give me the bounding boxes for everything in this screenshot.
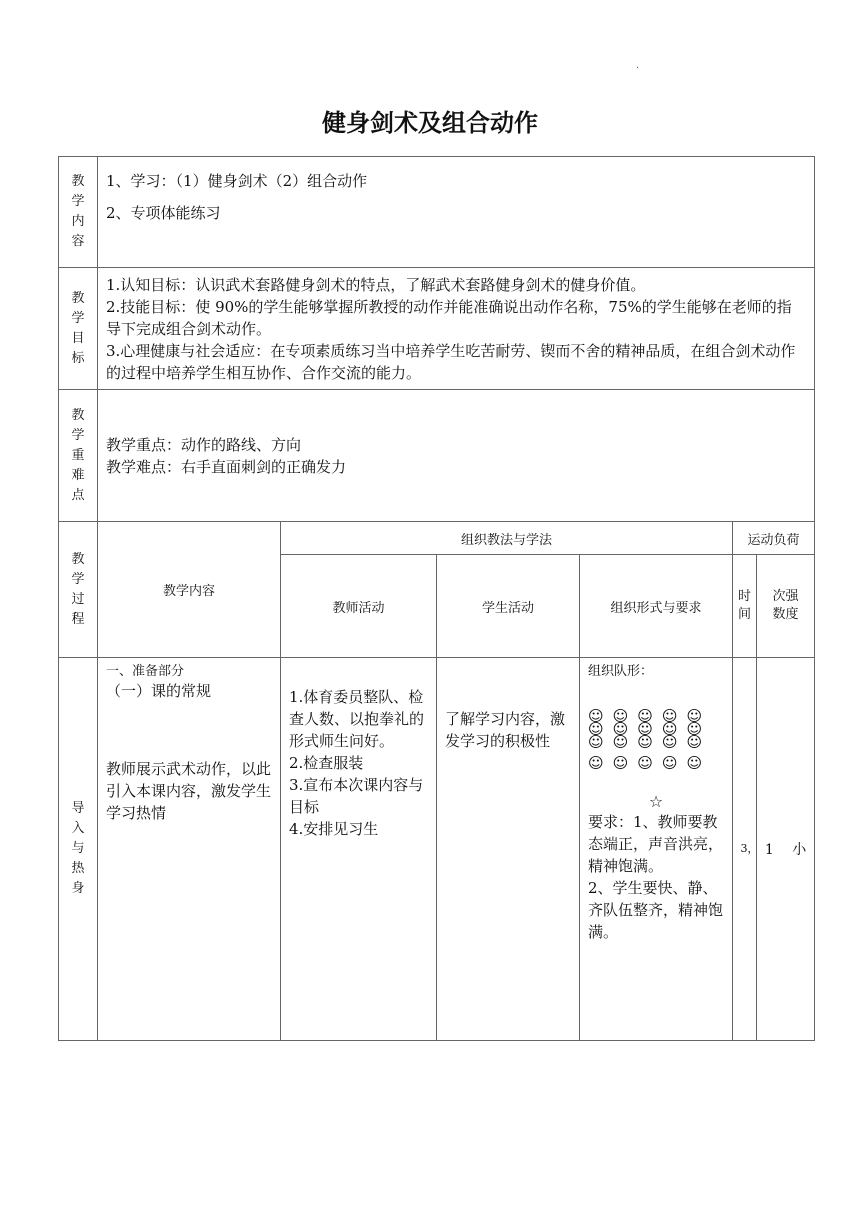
- time-header: 时 间: [733, 555, 757, 658]
- keypoint-line: 教学难点：右手直面刺剑的正确发力: [106, 457, 347, 476]
- goals-label: 教 学 目 标: [59, 268, 98, 390]
- formation-row: ☺☺☺☺☺: [588, 733, 712, 751]
- intensity-value: 小: [792, 842, 807, 858]
- goal-line: 1.认知目标：认识武术套路健身剑术的特点，了解武术套路健身剑术的健身价值。: [106, 275, 646, 294]
- keypoints-row: [59, 390, 815, 522]
- student-header: 学生活动: [437, 555, 580, 658]
- time-cell: 3，: [733, 658, 757, 1041]
- teacher-activity: [281, 658, 437, 1041]
- student-activity: [437, 658, 580, 1041]
- keypoints-label: 教 学 重 难 点: [59, 390, 98, 522]
- goals-cell: [98, 268, 815, 390]
- content-col-header: 教学内容: [98, 522, 281, 658]
- teacher-item: 2.检查服装: [289, 754, 364, 772]
- page-title: 健身剑术及组合动作: [322, 109, 538, 137]
- formation-title: 组织队形：: [588, 664, 654, 679]
- requirements: [580, 811, 732, 943]
- formation-row: ☺☺☺☺☺: [588, 707, 712, 725]
- keypoints-cell: [98, 390, 815, 522]
- process-label: 教 学 过 程: [59, 522, 98, 658]
- content-line: 2、专项体能练习: [106, 204, 221, 222]
- content-label: 教 学 内 容: [59, 157, 98, 268]
- teacher-star-icon: ☆: [648, 792, 664, 811]
- load-header: 运动负荷: [733, 522, 815, 555]
- count-value: 1: [764, 842, 774, 858]
- formation-row: ☺☺☺☺☺: [588, 720, 712, 738]
- form-header: 组织形式与要求: [580, 555, 733, 658]
- teacher-header: 教师活动: [281, 555, 437, 658]
- content-line: 1、学习：（1）健身剑术（2）组合动作: [106, 172, 368, 190]
- content-row: [59, 157, 815, 268]
- org-methods-header: 组织教法与学法: [281, 522, 733, 555]
- requirement-item: 要求：1、教师要教态端正，声音洪亮，精神饱满。: [588, 813, 724, 875]
- lesson-plan-table: [58, 156, 815, 1041]
- intensity-header: 次强 数度: [757, 555, 815, 658]
- form-cell: [580, 658, 733, 1041]
- part-title: 一、准备部分: [106, 664, 185, 679]
- process-header-row: [59, 522, 815, 555]
- goal-line: 2.技能目标：使 90%的学生能够掌握所教授的动作并能准确说出动作名称，75%的学生能够在老师的指导下完成组合剑术动作。: [106, 297, 792, 338]
- goal-line: 3.心理健康与社会适应：在专项素质练习当中培养学生吃苦耐劳、锲而不舍的精神品质，在组合剑术动作的过程中培养学生相互协作、合作交流的能力。: [106, 341, 796, 382]
- keypoint-line: 教学重点：动作的路线、方向: [106, 435, 302, 454]
- formation-grid: [580, 707, 732, 772]
- content-desc: 教师展示武术动作，以此引入本课内容，激发学生学习热情: [106, 760, 272, 822]
- goals-row: [59, 268, 815, 390]
- content-cell: [98, 157, 815, 268]
- student-item: 了解学习内容，激发学习的积极性: [445, 710, 566, 750]
- warmup-row: [59, 658, 815, 1041]
- teacher-item: 4.安排见习生: [289, 820, 379, 838]
- teacher-item: 3.宣布本次课内容与目标: [289, 776, 424, 816]
- page-marker: .: [636, 60, 640, 71]
- teacher-item: 1.体育委员整队、检查人数、以抱拳礼的形式师生问好。: [289, 688, 425, 750]
- requirement-item: 2、学生要快、静、齐队伍整齐，精神饱满。: [588, 879, 724, 941]
- formation-row: ☺☺☺☺☺: [588, 754, 712, 772]
- routine-title: （一）课的常规: [106, 682, 212, 700]
- warmup-content: [98, 658, 281, 1041]
- warmup-label: 导 入 与 热 身: [59, 658, 98, 1041]
- intensity-cell: [757, 658, 815, 1041]
